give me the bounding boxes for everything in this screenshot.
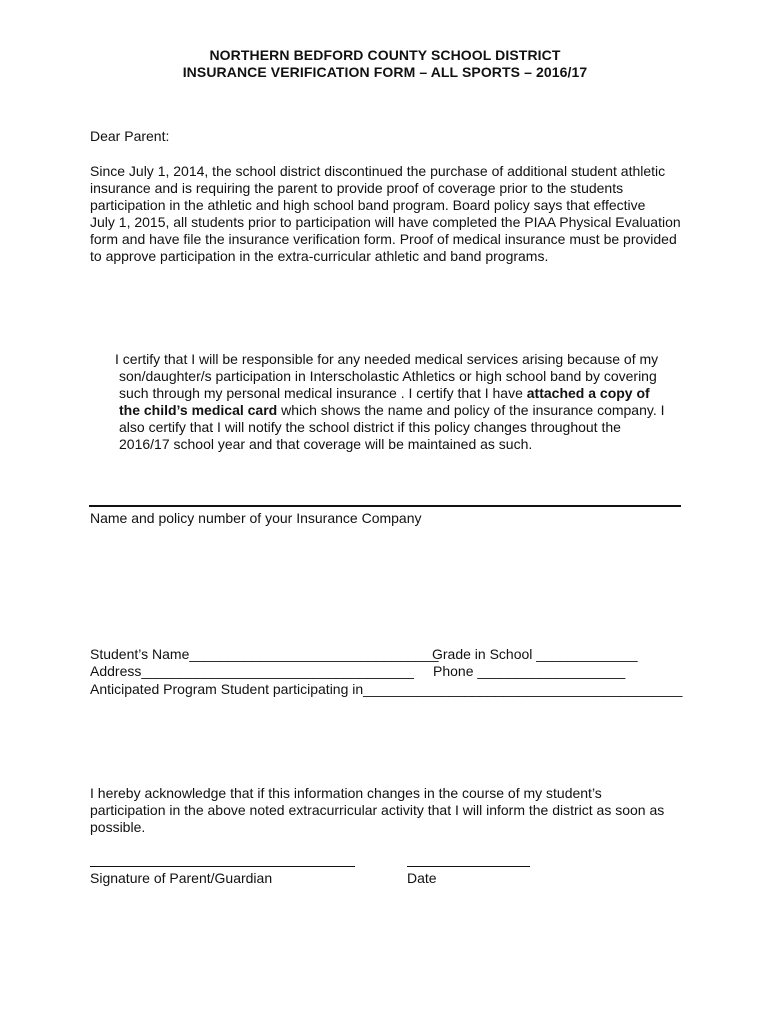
date-line[interactable]	[407, 866, 530, 867]
acknowledgement-line: I hereby acknowledge that if this information changes in the course of my student’s	[90, 785, 602, 801]
certification-text: such through my personal medical insurance . I certify that I have	[119, 385, 527, 401]
letter-line: insurance and is requiring the parent to provide proof of coverage prior to the students	[90, 180, 624, 196]
district-title: NORTHERN BEDFORD COUNTY SCHOOL DISTRICT	[209, 47, 561, 63]
certification-text: which shows the name and policy of the insurance company. I	[277, 402, 665, 418]
student-name-field[interactable]: Student’s Name________________________________	[90, 646, 439, 662]
certification-line: son/daughter/s participation in Interscholastic Athletics or high school band by covering	[119, 368, 657, 384]
certification-line: also certify that I will notify the school district if this policy changes throughout the	[119, 419, 621, 435]
certification-line	[119, 402, 665, 420]
form-title: INSURANCE VERIFICATION FORM – ALL SPORTS – 2016/17	[182, 64, 588, 80]
insurance-entry-line[interactable]	[89, 505, 681, 507]
phone-field[interactable]: Phone ___________________	[433, 663, 626, 679]
certification-line: I certify that I will be responsible for any needed medical services arising because of my	[115, 351, 659, 367]
letter-line: to approve participation in the extra-curricular athletic and band programs.	[90, 248, 549, 264]
letter-line: form and have file the insurance verification form. Proof of medical insurance must be provided	[90, 231, 677, 247]
date-label: Date	[407, 870, 437, 886]
acknowledgement-line: possible.	[90, 819, 146, 835]
certification-line: 2016/17 school year and that coverage will be maintained as such.	[119, 436, 533, 452]
letter-line: July 1, 2015, all students prior to participation will have completed the PIAA Physical Evaluation	[90, 214, 681, 230]
acknowledgement-line: participation in the above noted extracurricular activity that I will inform the district as soon as	[90, 802, 665, 818]
salutation: Dear Parent:	[90, 128, 170, 144]
insurance-company-label: Name and policy number of your Insurance Company	[90, 510, 422, 526]
certification-emphasis: the child’s medical card	[119, 402, 278, 418]
parent-signature-line[interactable]	[90, 866, 355, 867]
program-field[interactable]: Anticipated Program Student participating in_________________________________________	[90, 681, 683, 697]
address-field[interactable]: Address___________________________________	[90, 663, 414, 679]
letter-line: participation in the athletic and high school band program. Board policy says that effective	[90, 197, 646, 213]
grade-field[interactable]: Grade in School _____________	[432, 646, 638, 662]
certification-line	[119, 385, 650, 403]
certification-emphasis: attached a copy of	[526, 385, 650, 401]
letter-line: Since July 1, 2014, the school district discontinued the purchase of additional student athletic	[90, 163, 666, 179]
parent-signature-label: Signature of Parent/Guardian	[90, 870, 273, 886]
